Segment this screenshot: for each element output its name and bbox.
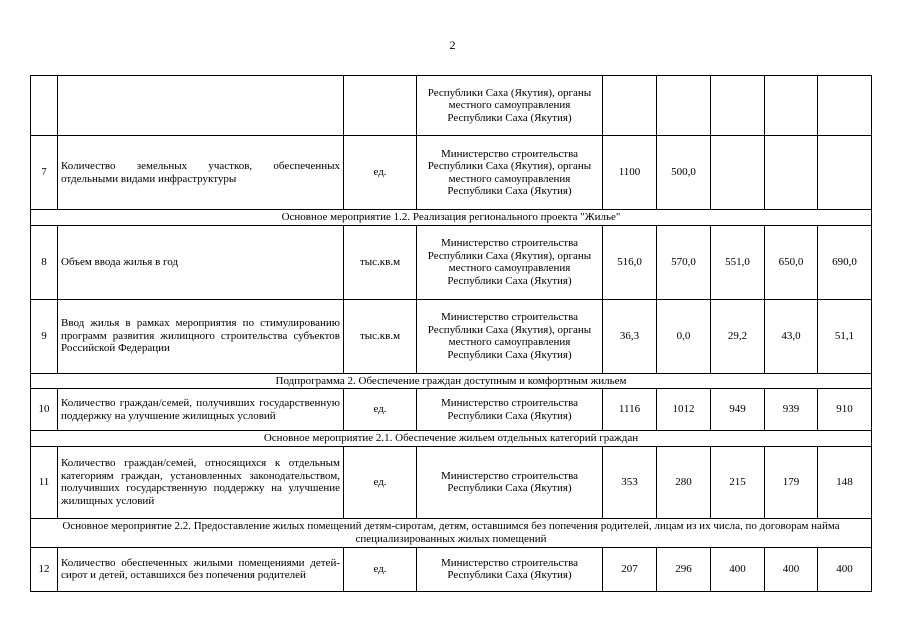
responsible-cell: Министерство строительства Республики Саха (Якутия), органы местного самоуправления Республики Саха (Якутия)	[417, 136, 603, 210]
table-row	[31, 446, 872, 518]
value-cell: 215	[711, 446, 765, 518]
section-title: Подпрограмма 2. Обеспечение граждан доступным и комфортным жильем	[31, 373, 872, 389]
row-number-cell: 11	[31, 446, 58, 518]
section-row	[31, 431, 872, 447]
responsible-cell: Министерство строительства Республики Саха (Якутия)	[417, 389, 603, 431]
row-number-cell: 7	[31, 136, 58, 210]
value-cell: 910	[818, 389, 872, 431]
value-cell: 179	[765, 446, 818, 518]
table-row	[31, 299, 872, 373]
indicator-name-cell: Количество граждан/семей, получивших государственную поддержку на улучшение жилищных условий	[58, 389, 344, 431]
row-number-cell: 12	[31, 547, 58, 591]
value-cell	[711, 136, 765, 210]
value-cell: 516,0	[603, 225, 657, 299]
value-cell: 551,0	[711, 225, 765, 299]
value-cell: 29,2	[711, 299, 765, 373]
value-cell: 500,0	[657, 136, 711, 210]
indicator-name-cell: Количество обеспеченных жилыми помещениями детей-сирот и детей, оставшихся без попечения родителей	[58, 547, 344, 591]
value-cell: 0,0	[657, 299, 711, 373]
table-row	[31, 225, 872, 299]
value-cell: 690,0	[818, 225, 872, 299]
table-row	[31, 547, 872, 591]
section-row	[31, 518, 872, 547]
value-cell	[818, 76, 872, 136]
value-cell	[765, 76, 818, 136]
value-cell: 650,0	[765, 225, 818, 299]
value-cell: 148	[818, 446, 872, 518]
responsible-cell: Министерство строительства Республики Саха (Якутия), органы местного самоуправления Республики Саха (Якутия)	[417, 299, 603, 373]
value-cell: 939	[765, 389, 818, 431]
value-cell: 51,1	[818, 299, 872, 373]
value-cell: 400	[818, 547, 872, 591]
indicator-name-cell: Объем ввода жилья в год	[58, 225, 344, 299]
indicator-name-cell	[58, 76, 344, 136]
page-number: 2	[449, 38, 456, 52]
value-cell	[711, 76, 765, 136]
responsible-cell: Республики Саха (Якутия), органы местного самоуправления Республики Саха (Якутия)	[417, 76, 603, 136]
indicator-name-cell: Ввод жилья в рамках мероприятия по стимулированию программ развития жилищного строительства субъектов Российской Федерации	[58, 299, 344, 373]
unit-cell: тыс.кв.м	[344, 225, 417, 299]
row-number-cell: 10	[31, 389, 58, 431]
responsible-cell: Министерство строительства Республики Саха (Якутия), органы местного самоуправления Республики Саха (Якутия)	[417, 225, 603, 299]
value-cell: 570,0	[657, 225, 711, 299]
section-title: Основное мероприятие 2.2. Предоставление жилых помещений детям-сиротам, детям, оставшимся без попечения родителей, лицам из их числа, по договорам найма специализированных жилых помещений	[31, 518, 872, 547]
value-cell: 1012	[657, 389, 711, 431]
value-cell: 296	[657, 547, 711, 591]
value-cell: 280	[657, 446, 711, 518]
responsible-cell: Министерство строительства Республики Саха (Якутия)	[417, 446, 603, 518]
value-cell: 949	[711, 389, 765, 431]
section-row	[31, 210, 872, 226]
unit-cell: тыс.кв.м	[344, 299, 417, 373]
unit-cell: ед.	[344, 389, 417, 431]
value-cell: 36,3	[603, 299, 657, 373]
row-number-cell: 9	[31, 299, 58, 373]
row-number-cell	[31, 76, 58, 136]
value-cell: 207	[603, 547, 657, 591]
value-cell: 43,0	[765, 299, 818, 373]
value-cell	[765, 136, 818, 210]
responsible-cell: Министерство строительства Республики Саха (Якутия)	[417, 547, 603, 591]
unit-cell	[344, 76, 417, 136]
value-cell	[603, 76, 657, 136]
unit-cell: ед.	[344, 446, 417, 518]
indicator-name-cell: Количество граждан/семей, относящихся к отдельным категориям граждан, установленных законодательством, получивших государственную поддержку на улучшение жилищных условий	[58, 446, 344, 518]
value-cell	[818, 136, 872, 210]
value-cell: 1100	[603, 136, 657, 210]
section-title: Основное мероприятие 1.2. Реализация регионального проекта "Жилье"	[31, 210, 872, 226]
indicators-table	[30, 75, 872, 592]
indicator-name-cell: Количество земельных участков, обеспеченных отдельными видами инфраструктуры	[58, 136, 344, 210]
value-cell: 400	[765, 547, 818, 591]
unit-cell: ед.	[344, 136, 417, 210]
table-row	[31, 76, 872, 136]
row-number-cell: 8	[31, 225, 58, 299]
section-row	[31, 373, 872, 389]
value-cell	[657, 76, 711, 136]
value-cell: 400	[711, 547, 765, 591]
value-cell: 353	[603, 446, 657, 518]
table-row	[31, 136, 872, 210]
section-title: Основное мероприятие 2.1. Обеспечение жильем отдельных категорий граждан	[31, 431, 872, 447]
unit-cell: ед.	[344, 547, 417, 591]
value-cell: 1116	[603, 389, 657, 431]
table-row	[31, 389, 872, 431]
